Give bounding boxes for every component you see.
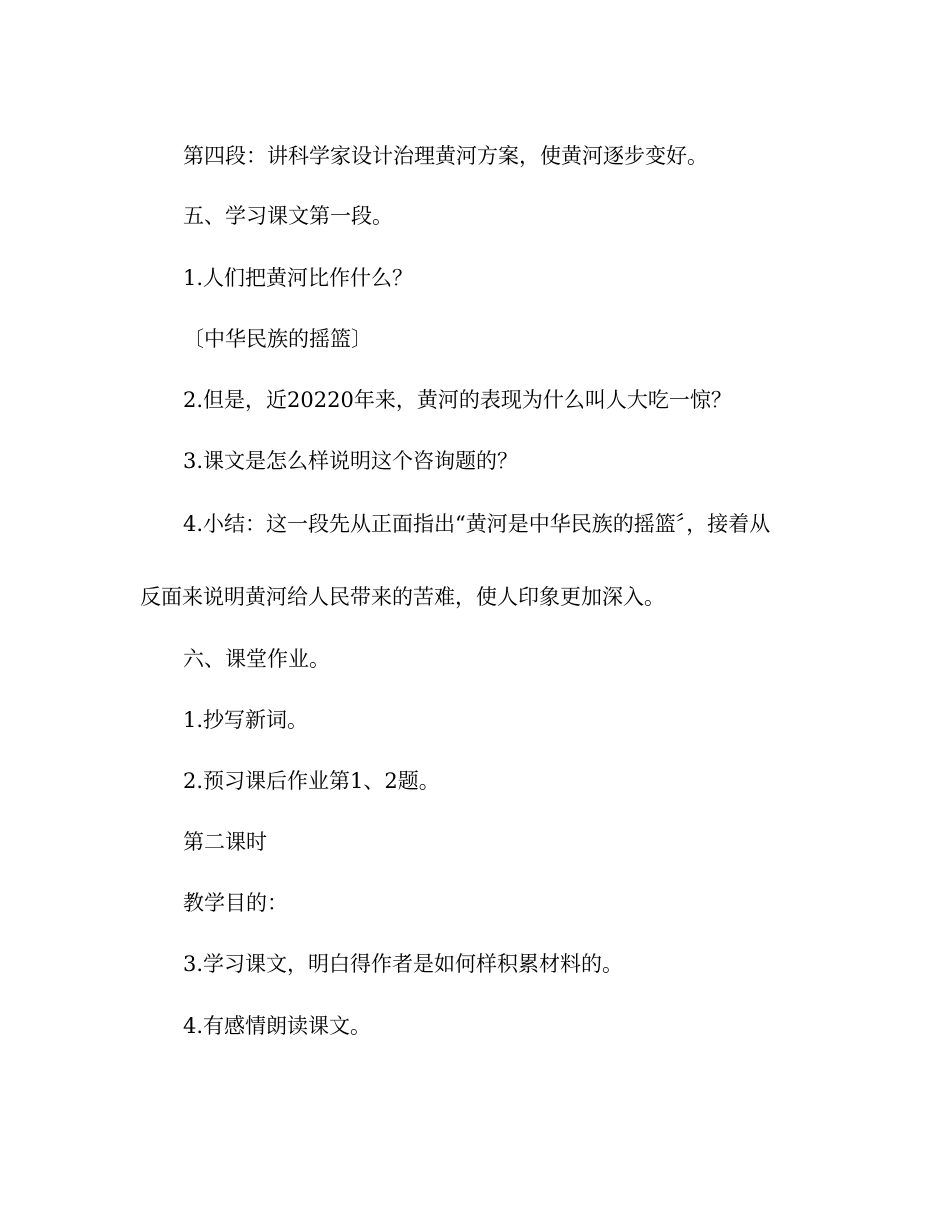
question-two: 2.但是，近20220年来，黄河的表现为什么叫人大吃一惊？	[183, 388, 732, 412]
second-lesson-title: 第二课时	[183, 830, 267, 854]
teaching-goals-label: 教学目的：	[183, 891, 288, 915]
question-one: 1.人们把黄河比作什么？	[183, 266, 414, 290]
paragraph-section-four: 第四段：讲科学家设计治理黄河方案，使黄河逐步变好。	[183, 144, 708, 168]
heading-five: 五、学习课文第一段。	[183, 204, 393, 228]
goal-four: 4.有感情朗读课文。	[183, 1014, 372, 1038]
summary-line-one: 4.小结：这一段先从正面指出“黄河是中华民族的摇篮〞，接着从	[183, 512, 771, 536]
summary-line-two: 反面来说明黄河给人民带来的苦难，使人印象更加深入。	[140, 585, 665, 609]
heading-six: 六、课堂作业。	[183, 647, 330, 671]
answer-one: 〔中华民族的摇篮〕	[183, 327, 372, 351]
homework-one: 1.抄写新词。	[183, 708, 309, 732]
goal-three: 3.学习课文，明白得作者是如何样积累材料的。	[183, 952, 624, 976]
homework-two: 2.预习课后作业第1、2题。	[183, 769, 440, 793]
question-three: 3.课文是怎么样说明这个咨询题的？	[183, 449, 519, 473]
